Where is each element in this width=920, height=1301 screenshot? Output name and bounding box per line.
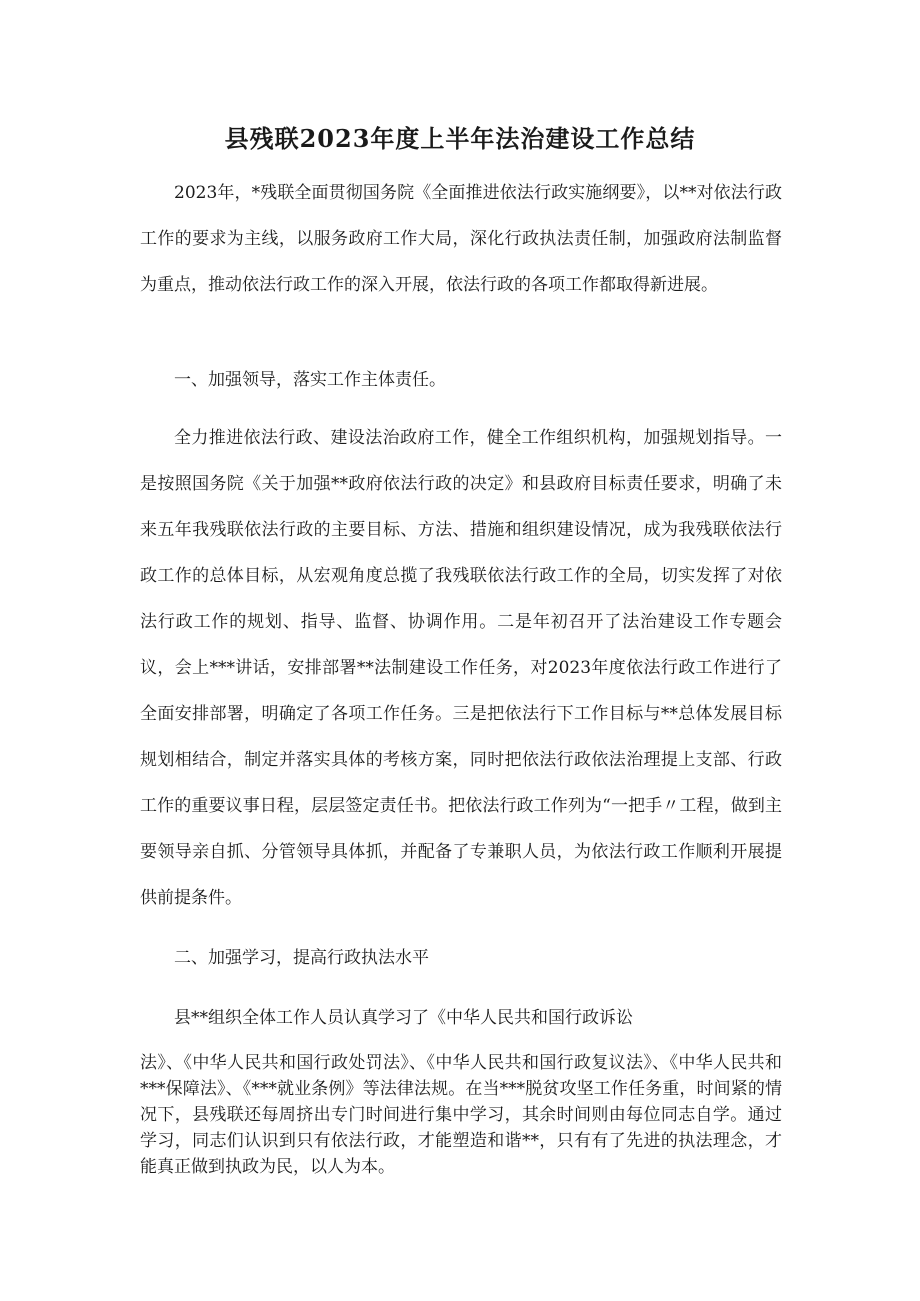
paragraph-section-2-continued: 法》、《中华人民共和国行政处罚法》、《中华人民共和国行政复议法》、《中华人民共和***保障法》、《***就业条例》等法律法规。在当***脱贫攻坚工作任务重，时间紧的情况下，县残联还每周挤出专门时间进行集中学习，其余时间则由每位同志自学。通过学习，同志们认识到只有依法行政，才能塑造和谐**，只有有了先进的执法理念，才能真正做到执政为民，以人为本。 <box>140 1053 782 1177</box>
paragraph-intro: 2023年，*残联全面贯彻国务院《全面推进依法行政实施纲要》，以**对依法行政工作的要求为主线，以服务政府工作大局，深化行政执法责任制，加强政府法制监督为重点，推动依法行政工作的深入开展，依法行政的各项工作都取得新进展。 <box>140 183 782 295</box>
paragraph-section-2-start: 县**组织全体工作人员认真学习了《中华人民共和国行政诉讼 <box>174 1008 633 1028</box>
section-heading-2: 二、加强学习，提高行政执法水平 <box>174 948 429 968</box>
document-title: 县残联2023年度上半年法治建设工作总结 <box>224 124 696 153</box>
section-heading-1: 一、加强领导，落实工作主体责任。 <box>174 370 446 390</box>
paragraph-section-1: 全力推进依法行政、建设法治政府工作，健全工作组织机构，加强规划指导。一是按照国务院《关于加强**政府依法行政的决定》和县政府目标责任要求，明确了未来五年我残联依法行政的主要目标、方法、措施和组织建设情况，成为我残联依法行政工作的总体目标，从宏观角度总揽了我残联依法行政工作的全局，切实发挥了对依法行政工作的规划、指导、监督、协调作用。二是年初召开了法治建设工作专题会议，会上***讲话，安排部署**法制建设工作任务，对2023年度依法行政工作进行了全面安排部署，明确定了各项工作任务。三是把依法行下工作目标与**总体发展目标规划相结合，制定并落实具体的考核方案，同时把依法行政依法治理提上支部、行政工作的重要议事日程，层层签定责任书。把依法行政工作列为“一把手〃工程，做到主要领导亲自抓、分管领导具体抓，并配备了专兼职人员，为依法行政工作顺利开展提供前提条件。 <box>140 428 782 908</box>
